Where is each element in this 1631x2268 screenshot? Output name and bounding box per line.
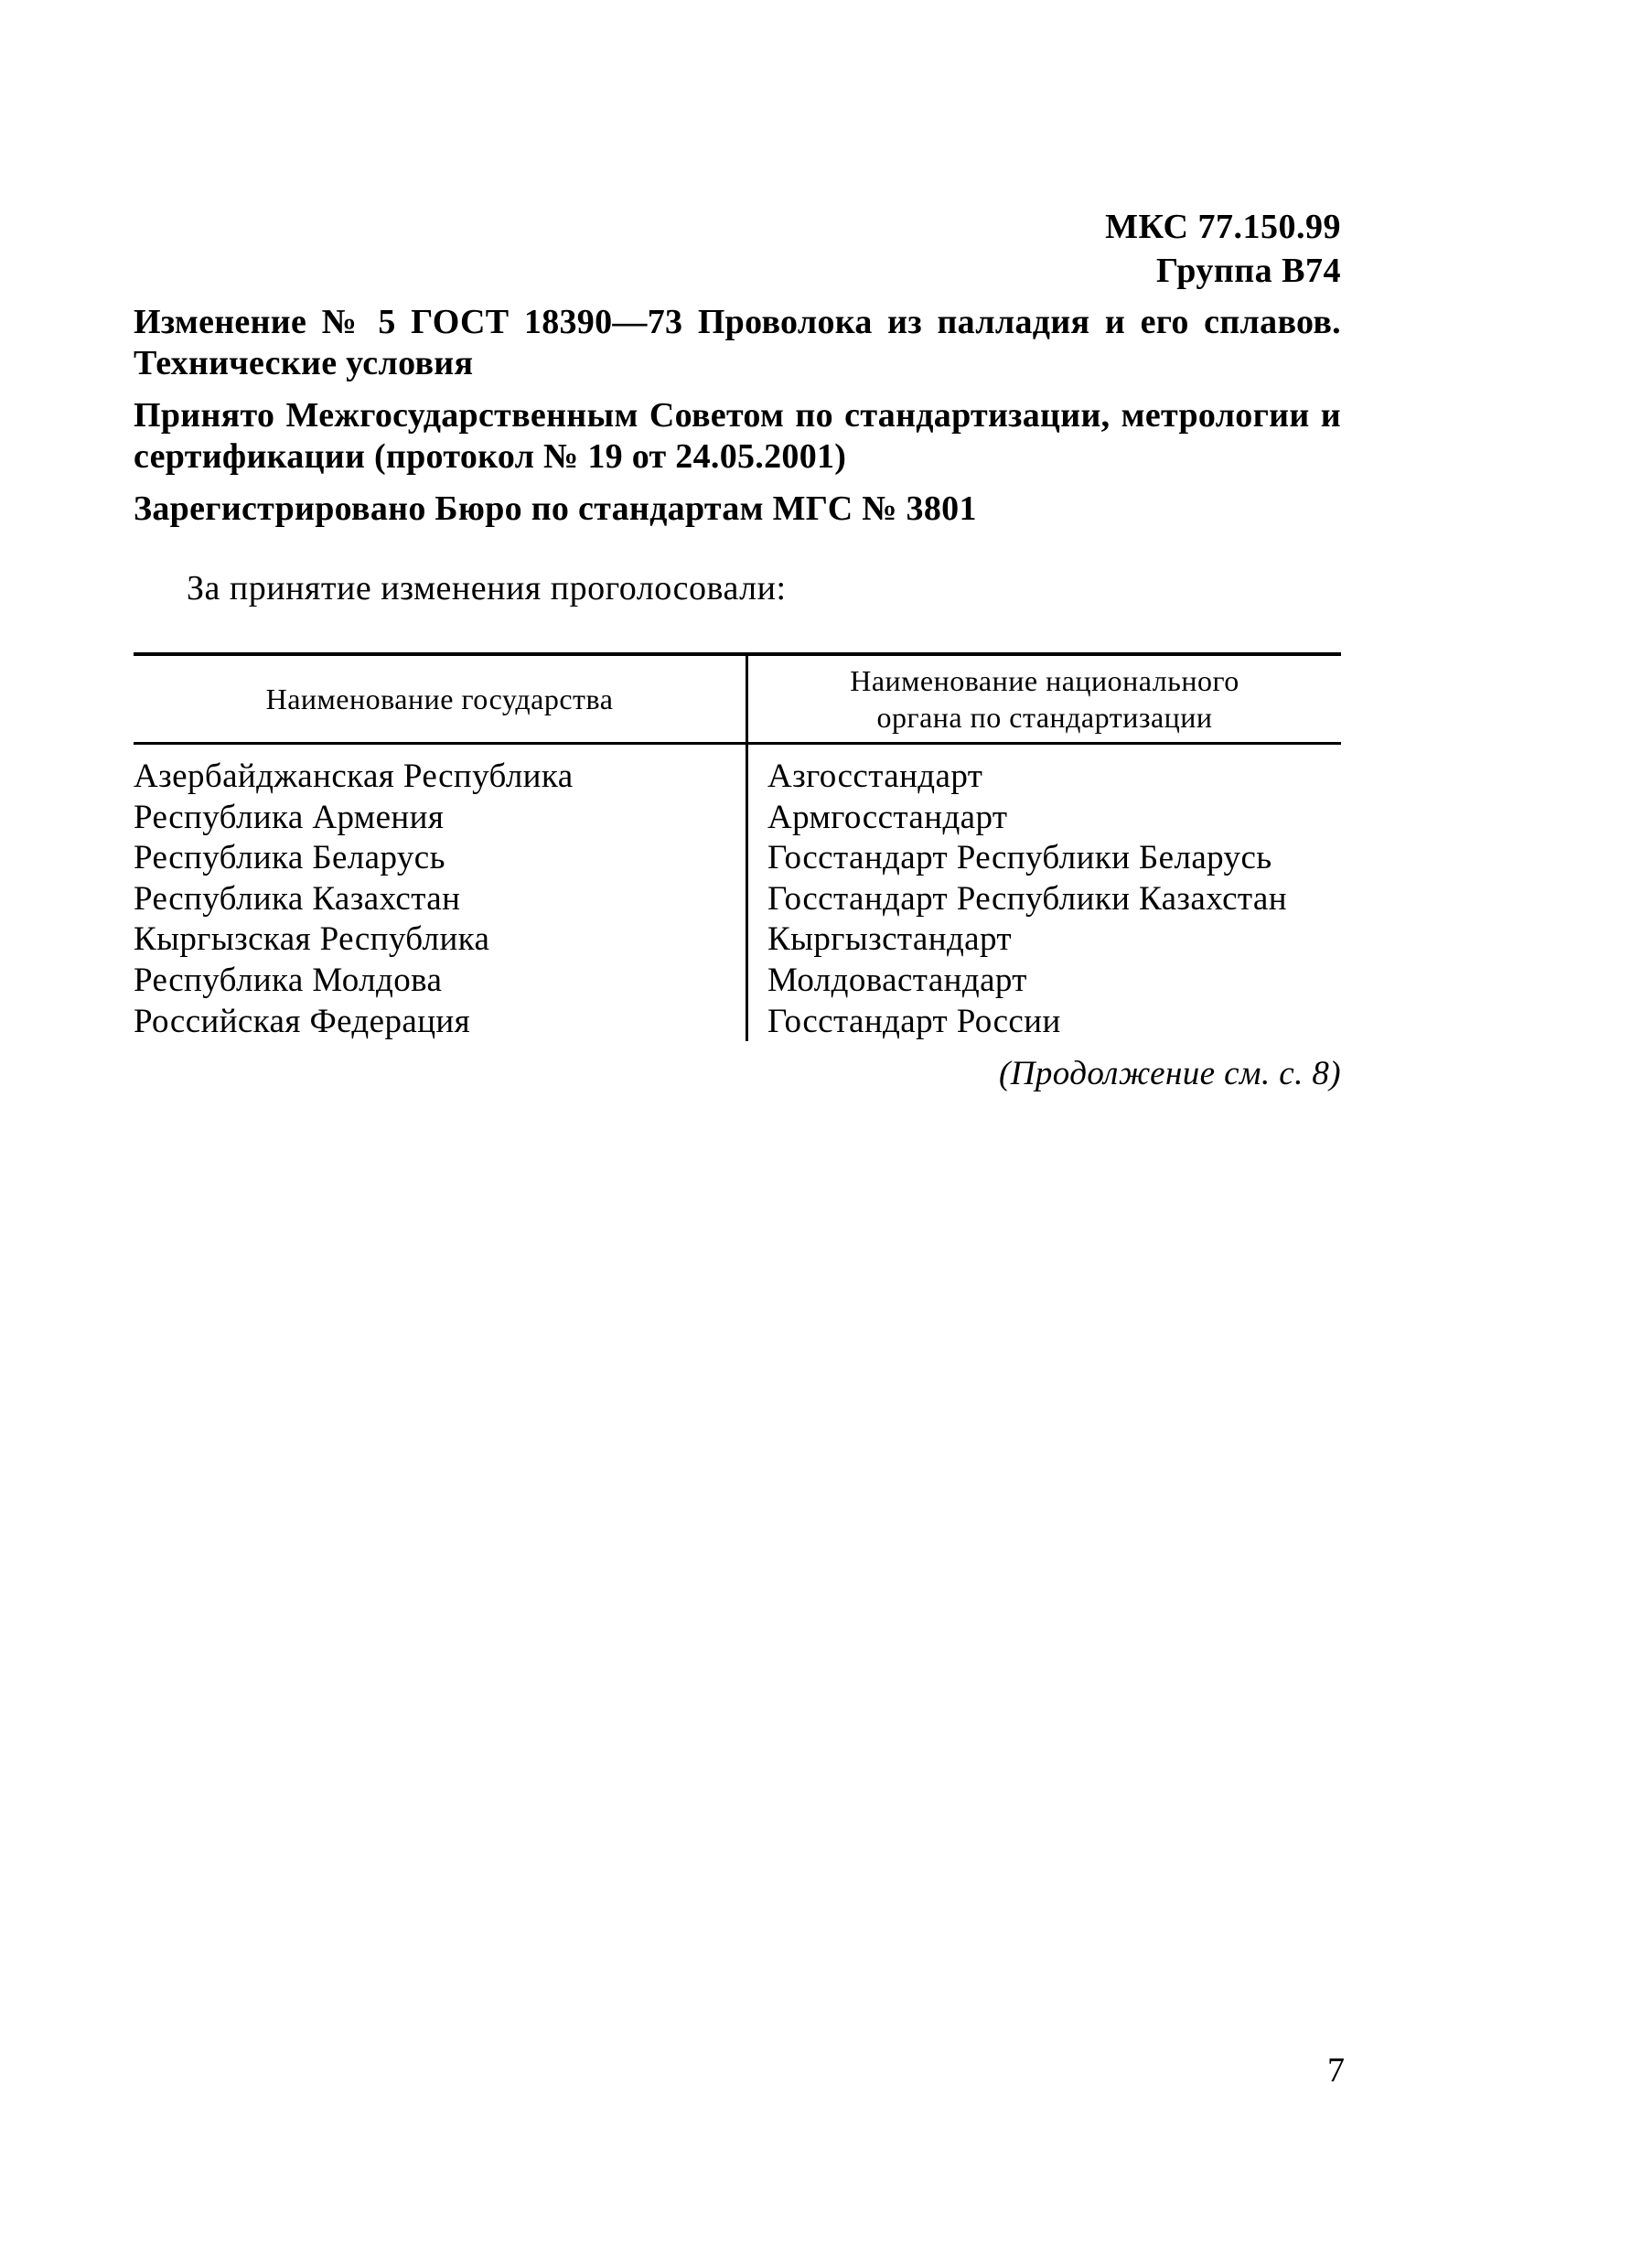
adoption-statement [134, 395, 1341, 478]
page-number: 7 [1327, 2051, 1345, 2090]
table-row [134, 838, 1341, 879]
standards-body-name: Госстандарт Республики Беларусь [767, 839, 1272, 877]
continuation-note: (Продолжение см. с. 8) [999, 1055, 1341, 1092]
table-row [134, 961, 1341, 1002]
adoption-statement-line1: Принято Межгосударственным Советом по стандартизации, метрологии и [134, 396, 1341, 435]
state-name: Республика Беларусь [134, 839, 445, 877]
column-header-state-label: Наименование государства [265, 683, 614, 715]
table-row [134, 798, 1341, 839]
table-header-rule [134, 742, 1341, 745]
column-header-body-line1: Наименование национального [850, 664, 1239, 697]
column-header-body-line2: органа по стандартизации [876, 701, 1213, 734]
classification-code: МКС 77.150.99 [1105, 208, 1341, 246]
standards-body-name: Азгосстандарт [767, 758, 983, 795]
state-name: Азербайджанская Республика [134, 758, 574, 795]
table-row [134, 1002, 1341, 1043]
amendment-title [134, 302, 1341, 384]
standards-body-name: Армгосстандарт [767, 798, 1008, 836]
state-name: Республика Армения [134, 798, 445, 836]
amendment-title-line2: Технические условия [134, 344, 474, 382]
group-code: Группа В74 [1155, 252, 1341, 290]
amendment-title-line1: Изменение № 5 ГОСТ 18390—73 Проволока из палладия и его сплавов. [134, 303, 1341, 341]
standards-body-name: Госстандарт России [767, 1002, 1061, 1040]
state-name: Российская Федерация [134, 1002, 471, 1040]
standards-body-name: Госстандарт Республики Казахстан [767, 879, 1287, 918]
table-body [134, 757, 1341, 1042]
standards-body-name: Молдовастандарт [767, 961, 1027, 999]
table-row [134, 757, 1341, 798]
column-header-standards-body [748, 656, 1341, 742]
standards-body-name: Кыргызстандарт [767, 920, 1012, 959]
registration-statement [134, 489, 1341, 530]
column-header-state [134, 656, 746, 742]
table-row [134, 879, 1341, 920]
table-row [134, 919, 1341, 961]
state-name: Республика Молдова [134, 961, 443, 999]
adoption-statement-line2: сертификации (протокол № 19 от 24.05.2001) [134, 437, 847, 476]
registration-statement-text: Зарегистрировано Бюро по стандартам МГС № 3801 [134, 489, 977, 528]
state-name: Республика Казахстан [134, 879, 461, 918]
document-header [1105, 205, 1341, 293]
voted-intro: За принятие изменения проголосовали: [187, 569, 787, 607]
state-name: Кыргызская Республика [134, 920, 490, 959]
